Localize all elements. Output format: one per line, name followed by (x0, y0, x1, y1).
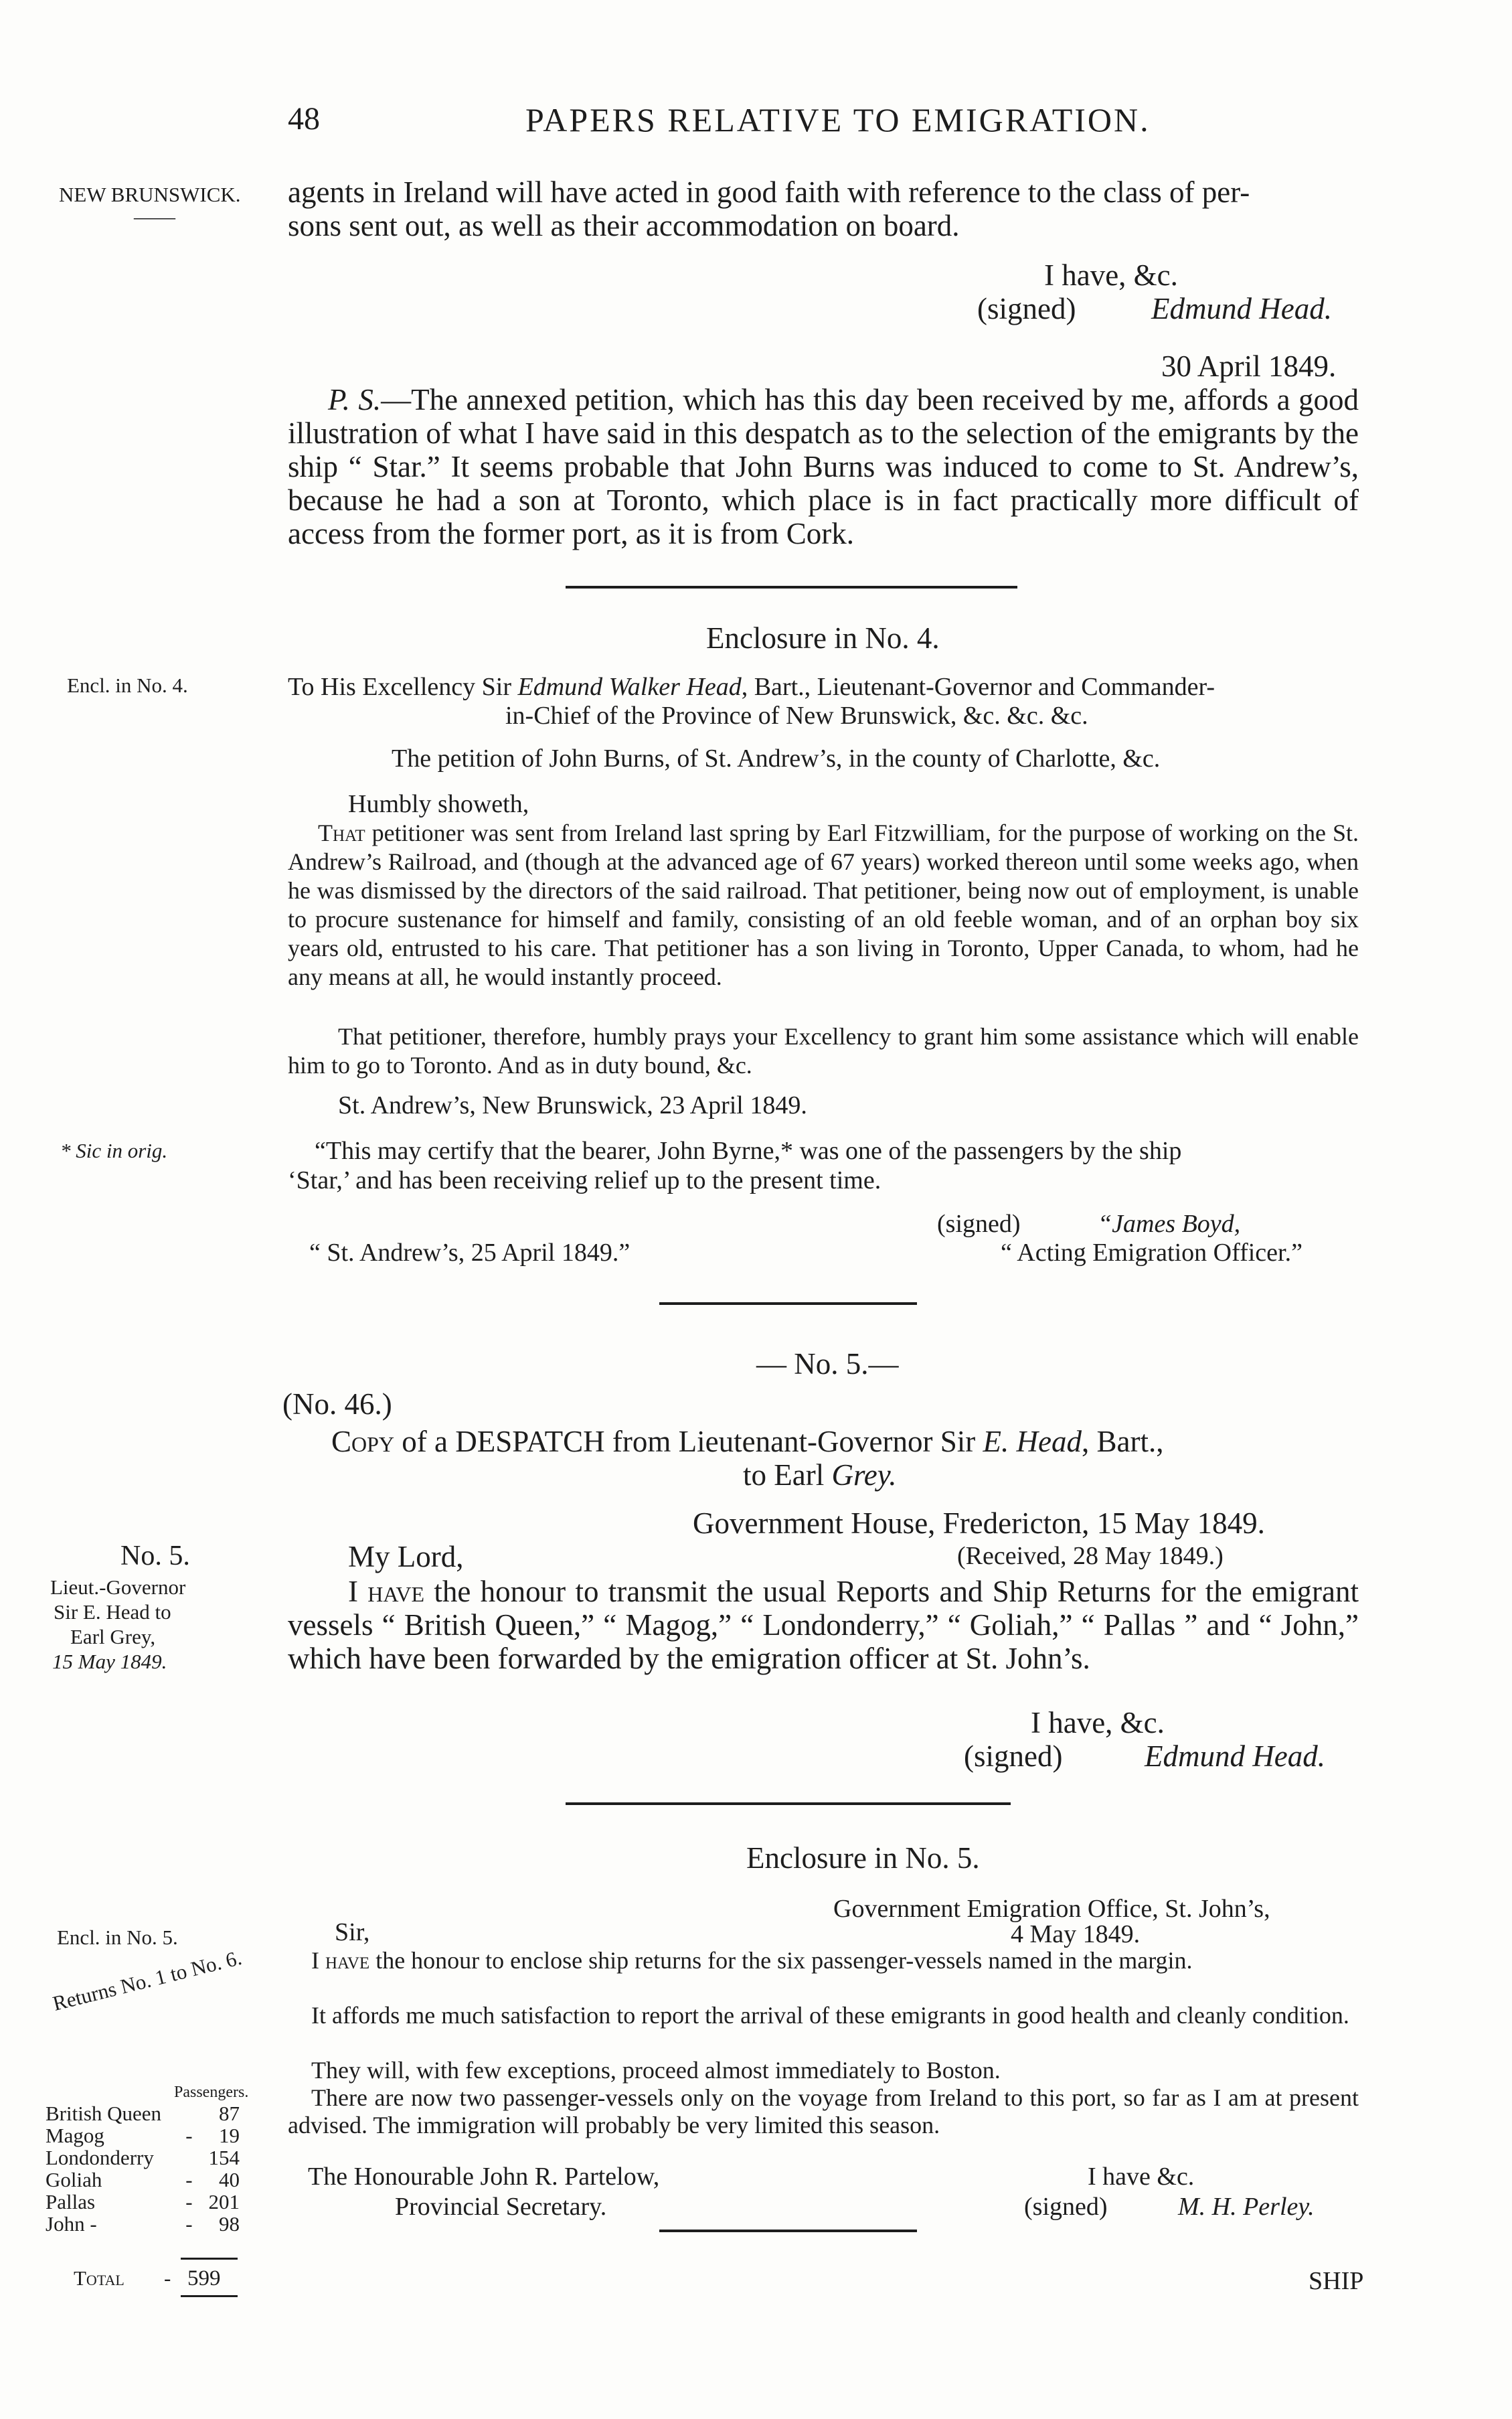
ship-sep (185, 2102, 193, 2124)
passenger-table (46, 2102, 240, 2235)
address-name: Edmund Walker Head (517, 673, 742, 701)
ship-count: 40 (219, 2168, 240, 2191)
address-line-1 (288, 673, 1215, 702)
no5-signer: Edmund Head. (1145, 1739, 1325, 1773)
ps-lead: P. S. (328, 383, 382, 416)
margin-province: NEW BRUNSWICK. (59, 183, 241, 206)
table-row (46, 2102, 240, 2124)
office-date: 4 May 1849. (1011, 1920, 1141, 1948)
ship-count: 98 (219, 2212, 240, 2236)
table-row (46, 2191, 240, 2213)
copy-bart: , Bart., (1081, 1425, 1164, 1458)
ship-name: Pallas (46, 2190, 96, 2213)
table-row (46, 2147, 240, 2169)
ship-name: British Queen (46, 2102, 162, 2125)
humbly-showeth: Humbly showeth, (348, 790, 529, 818)
letter-p2: It affords me much satisfaction to report the arrival of these emigrants in good health and cleanly condition. (311, 2002, 1349, 2029)
margin-no5-line-4: 15 May 1849. (52, 1650, 167, 1673)
letter-p3: They will, with few exceptions, proceed almost immediately to Boston. (311, 2057, 1001, 2084)
ship-count: 19 (219, 2124, 240, 2147)
ship-name: Goliah (46, 2168, 102, 2191)
enclosure-4-heading: Enclosure in No. 4. (706, 621, 940, 655)
petition-intro: The petition of John Burns, of St. Andrew’s, in the county of Charlotte, &c. (392, 745, 1161, 773)
ship-name: Magog (46, 2124, 104, 2147)
page-number: 48 (288, 101, 320, 137)
total-value: 599 (187, 2266, 221, 2290)
address-lead: To His Excellency Sir (288, 673, 518, 701)
letter-i-have: I have (311, 1947, 370, 1974)
petition-body (288, 819, 1359, 992)
margin-sic: * Sic in orig. (60, 1139, 168, 1162)
enc5-signed: (signed) (1024, 2193, 1108, 2221)
running-title: PAPERS RELATIVE TO EMIGRATION. (525, 101, 1151, 139)
to-earl: to Earl (743, 1458, 832, 1492)
no5-heading: — No. 5.— (756, 1347, 899, 1381)
ship-name: John - (46, 2212, 97, 2236)
section-divider-2 (659, 1302, 917, 1305)
despatch-number: (No. 46.) (282, 1387, 392, 1421)
total-rule (181, 2258, 238, 2260)
ship-sep: - (185, 2168, 193, 2191)
letter-date: 30 April 1849. (1161, 349, 1337, 383)
enc5-signer: M. H. Perley. (1178, 2193, 1315, 2221)
i-have-lead: I have (348, 1575, 425, 1608)
office-address: Government Emigration Office, St. John’s, (833, 1895, 1270, 1923)
ps-text: —The annexed petition, which has this day been received by me, affords a good illustration of what I have said in this despatch as to the selection of the emigrants by the ship “ Star.” It seems probable that John Burns was induced to come to St. Andrew’s, because he had a son at Toronto, which place is in fact practically more difficult of access from the former port, as it is from Cork. (288, 383, 1359, 550)
copy-name: E. Head (983, 1425, 1082, 1458)
no5-signed: (signed) (964, 1739, 1063, 1773)
certificate-line-2: ‘Star,’ and has been receiving relief up to the present time. (288, 1166, 881, 1194)
margin-returns: Returns No. 1 to No. 6. (50, 1945, 244, 2015)
addressee-1: The Honourable John R. Partelow, (308, 2163, 660, 2191)
para-line-1: agents in Ireland will have acted in good faith with reference to the class of per- (288, 175, 1250, 209)
signer-name: Edmund Head. (1151, 292, 1332, 325)
signed-label: (signed) (977, 292, 1076, 325)
margin-no5-line-1: Lieut.-Governor (50, 1575, 186, 1599)
passengers-header: Passengers. (174, 2084, 249, 2101)
copy-lead: Copy (331, 1425, 395, 1458)
despatch-received: (Received, 28 May 1849.) (957, 1542, 1224, 1570)
total-label: Total (74, 2266, 124, 2290)
postscript (288, 383, 1359, 550)
letter-p1-text: the honour to enclose ship returns for the six passenger-vessels named in the margin. (369, 1947, 1193, 1974)
copy-of: of a DESPATCH from Lieutenant-Governor Sir (394, 1425, 983, 1458)
letter-salutation: Sir, (335, 1918, 370, 1946)
certificate-title: “ Acting Emigration Officer.” (1001, 1239, 1303, 1267)
ship-sep: - (185, 2190, 193, 2213)
despatch-address: Government House, Fredericton, 15 May 1849. (693, 1506, 1265, 1540)
address-line-2: in-Chief of the Province of New Brunswick, &c. &c. &c. (505, 702, 1088, 730)
certificate-signed: (signed) (937, 1210, 1021, 1238)
despatch-title (331, 1425, 1163, 1458)
ship-sep: - (185, 2212, 193, 2236)
salutation: My Lord, (348, 1540, 464, 1573)
earl-name: Grey. (831, 1458, 897, 1492)
table-row (46, 2169, 240, 2191)
margin-dash: —— (134, 205, 175, 228)
certificate-place: “ St. Andrew’s, 25 April 1849.” (309, 1239, 631, 1267)
catchword: SHIP (1309, 2267, 1364, 2295)
petition-prayer: That petitioner, therefore, humbly prays your Excellency to grant him some assistance which will enable him to go to Toronto. And as in duty bound, &c. (288, 1023, 1359, 1079)
margin-no5-line-3: Earl Grey, (70, 1625, 156, 1648)
address-rest: , Bart., Lieutenant-Governor and Commander- (741, 673, 1215, 701)
enclosure-5-heading: Enclosure in No. 5. (746, 1841, 980, 1875)
total-rule-bottom (181, 2295, 238, 2297)
ship-count: 87 (219, 2102, 240, 2125)
letter-p1 (288, 1947, 1359, 1974)
letter-p4: There are now two passenger-vessels only on the voyage from Ireland to this port, so far as I am at present advised. The immigration will probably be very limited this season. (288, 2084, 1359, 2138)
addressee-2: Provincial Secretary. (395, 2193, 607, 2221)
ship-sep: - (185, 2124, 193, 2147)
despatch-body-text: the honour to transmit the usual Reports and Ship Returns for the emigrant vessels “ British Queen,” “ Magog,” “ Londonderry,” “ Goliah,” “ Pallas ” and “ John,” which have been forwarded by the emigration officer at St. John’s. (288, 1575, 1359, 1675)
ship-sep (185, 2147, 193, 2169)
margin-no5: No. 5. (120, 1541, 190, 1571)
despatch-body (288, 1575, 1359, 1675)
margin-encl-5: Encl. in No. 5. (57, 1926, 178, 1949)
certificate-name: “James Boyd, (1098, 1210, 1241, 1238)
closing: I have, &c. (1044, 258, 1178, 292)
petition-place-date: St. Andrew’s, New Brunswick, 23 April 1849. (338, 1091, 807, 1119)
certificate-line-1: “This may certify that the bearer, John Byrne,* was one of the passengers by the ship (315, 1137, 1182, 1165)
no5-closing: I have, &c. (1031, 1706, 1165, 1739)
ship-count: 201 (208, 2190, 240, 2213)
margin-encl-4: Encl. in No. 4. (67, 674, 188, 697)
petition-body-1: petitioner was sent from Ireland last spring by Earl Fitzwilliam, for the purpose of working on the St. Andrew’s Railroad, and (though at the advanced age of 67 years) worked thereon until some weeks ago, when he was dismissed by the directors of the said railroad. That petitioner, being now out of employment, is unable to procure sustenance for himself and family, consisting of an old feeble woman, and of an orphan boy six years old, entrusted to his care. That petitioner has a son living in Toronto, Upper Canada, to whom, had he any means at all, he would instantly proceed. (288, 820, 1359, 990)
enc5-closing: I have &c. (1088, 2163, 1195, 2191)
table-row (46, 2213, 240, 2235)
total-sep: - (164, 2266, 171, 2290)
section-divider-4 (659, 2230, 917, 2232)
section-divider (566, 586, 1017, 589)
ship-count: 154 (208, 2146, 240, 2169)
despatch-recipient (743, 1458, 897, 1492)
para-line-2: sons sent out, as well as their accommodation on board. (288, 209, 960, 242)
margin-no5-line-2: Sir E. Head to (54, 1600, 171, 1624)
ship-name: Londonderry (46, 2146, 154, 2169)
that-lead: That (318, 820, 365, 846)
section-divider-3 (566, 1802, 1011, 1805)
table-row (46, 2124, 240, 2147)
